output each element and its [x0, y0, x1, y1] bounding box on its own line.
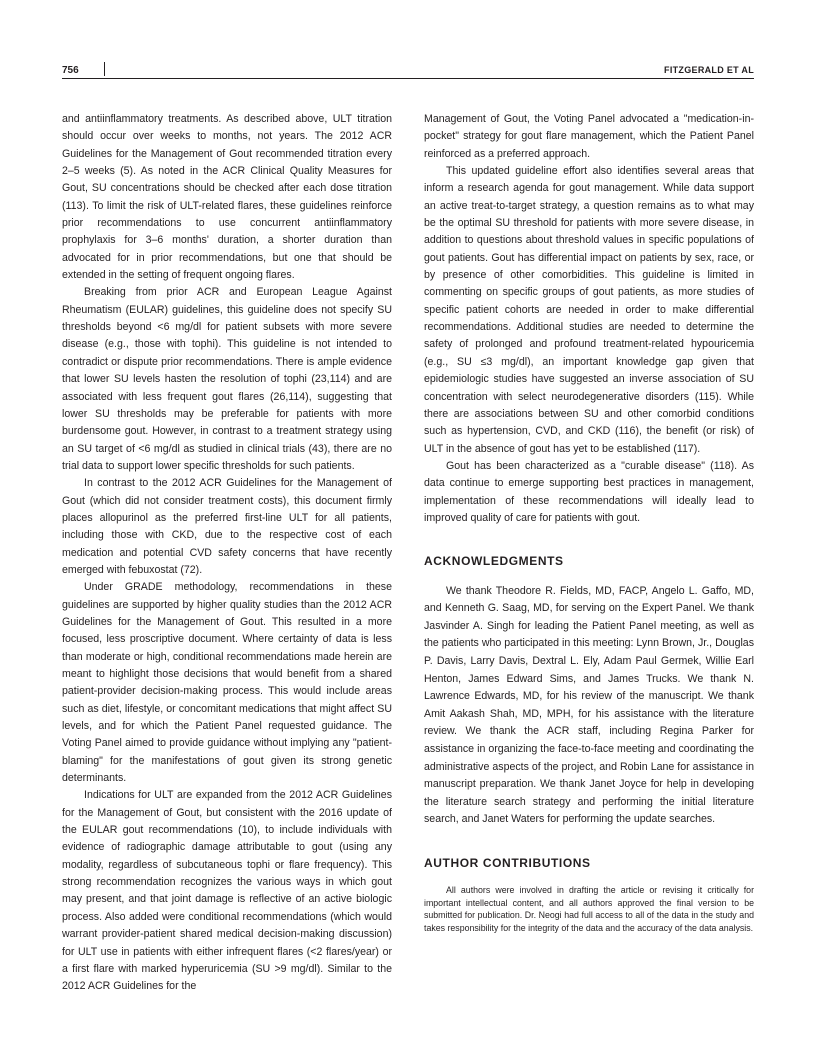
body-paragraph: In contrast to the 2012 ACR Guidelines for the Management of Gout (which did not consider treatment costs), this document firmly places allopurinol as the preferred first-line ULT for all patients, including those with CKD, due to the respective cost of each medication and potential CVD safety concerns that have recently emerged with febuxostat (72). — [62, 477, 392, 576]
body-paragraph: and antiinflammatory treatments. As described above, ULT titration should occur over weeks to months, not years. The 2012 ACR Guidelines for the Management of Gout recommended titration every 2–5 weeks (5). As noted in the ACR Clinical Quality Measures for Gout, SU concentrations should be checked after each dose titration (113). To limit the risk of ULT-related flares, these guidelines reinforce prior recommendations to use concurrent antiinflammatory prophylaxis for 3–6 months' duration, a shorter duration than advocated for in prior recommendations, but one that should be extended in the setting of frequent ongoing flares. — [62, 113, 392, 282]
right-column — [424, 111, 754, 935]
body-paragraph: Management of Gout, the Voting Panel advocated a "medication-in-pocket" strategy for gout flare management, which the Patient Panel reinforced as a preferred approach. — [424, 113, 754, 160]
running-head: FITZGERALD ET AL — [664, 65, 754, 75]
left-column — [62, 111, 392, 996]
page-header — [62, 62, 754, 78]
author-contributions-heading: AUTHOR CONTRIBUTIONS — [424, 855, 591, 870]
body-paragraph: Gout has been characterized as a "curable disease" (118). As data continue to emerge supporting best practices in management, implementation of these recommendations will ideally lead to improved quality of care for patients with gout. — [424, 459, 754, 524]
body-paragraph: Breaking from prior ACR and European League Against Rheumatism (EULAR) guidelines, this guideline does not specify SU thresholds beyond <6 mg/dl for patient subsets with more severe disease (e.g., those with tophi). This guideline is not intended to contradict or dispute prior recommendations. There is ample evidence that lower SU levels hasten the resolution of tophi (23,114) and are associated with less frequent gout flares (26,114), suggesting that lower SU thresholds may be preferable for patients with more burdensome gout. However, in contrast to a treatment strategy using an SU target of <6 mg/dl as studied in clinical trials (43), there are no trial data to support lower specific thresholds for such patients. — [62, 286, 392, 472]
acknowledgments-text: We thank Theodore R. Fields, MD, FACP, Angelo L. Gaffo, MD, and Kenneth G. Saag, MD, for serving on the Expert Panel. We thank Jasvinder A. Singh for leading the Patient Panel meeting, as well as the patients who participated in this meeting: Lynn Brown, Jr., Douglas P. Davis, Larry Davis, Dextral L. Ely, Adam Paul Germek, Willie Earl Henton, James Edward Sims, and James Trucks. We thank N. Lawrence Edwards, MD, for his review of the manuscript. We thank Amit Aakash Shah, MD, MPH, for his assistance with the literature review. We thank the ACR staff, including Regina Parker for assistance in organizing the face-to-face meeting and coordinating the administrative aspects of the project, and Robin Lane for assistance in manuscript preparation. We thank Janet Joyce for help in developing the literature search strategy and performing the initial literature search, and Janet Waters for performing the update searches. — [424, 584, 754, 826]
body-paragraph: Under GRADE methodology, recommendations in these guidelines are supported by higher quality studies than the 2012 ACR Guidelines for the Management of Gout. This resulted in a more focused, less proscriptive document. Where certainty of data is less than moderate or high, conditional recommendations made herein are meant to highlight those decisions that would benefit from a shared patient-provider decision-making process. This would include areas such as diet, lifestyle, or concomitant medications that might affect SU levels, and for which the Patient Panel requested guidance. The Voting Panel aimed to provide guidance without implying any "patient-blaming" for the manifestations of gout given its strong genetic determinants. — [62, 581, 392, 785]
author-contributions-section — [424, 855, 754, 935]
acknowledgments-section — [424, 553, 754, 829]
header-divider-tick — [104, 62, 105, 76]
acknowledgments-heading: ACKNOWLEDGMENTS — [424, 554, 564, 569]
body-paragraph: Indications for ULT are expanded from the 2012 ACR Guidelines for the Management of Gout, but consistent with the 2016 update of the EULAR gout recommendations (10), to include individuals with evidence of radiographic damage attributable to gout (using any modality, regardless of subcutaneous tophi or flare frequency). This strong recommendation recognizes the various ways in which gout may present, and that joint damage is reflective of an active biologic process. Also added were conditional recommendations (which would warrant provider-patient shared medical decision-making discussion) for ULT use in patients with either infrequent flares (<2 flares/year) or a first flare with marked hyperuricemia (SU >9 mg/dl). Similar to the 2012 ACR Guidelines for the — [62, 789, 392, 993]
body-paragraph: This updated guideline effort also identifies several areas that inform a research agenda for gout management. While data support an active treat-to-target strategy, a question remains as to what may be the optimal SU threshold for patients with more severe disease, in addition to questions about threshold values in specific populations of gout patients. Gout has differential impact on patients by sex, race, or by presence of other comorbidities. This guideline is limited in commenting on specific groups of gout patients, as more studies of specific patient cohorts are needed in order to make differential recommendations. Additional studies are needed to determine the safety of prolonged and profound treatment-related hypouricemia (e.g., SU ≤3 mg/dl), an important knowledge gap given that epidemiologic studies have suggested an inverse association of SU concentration with select neurodegenerative disorders (115). While there are associations between SU and other comorbid conditions such as hypertension, CVD, and CKD (116), the benefit (or risk) of ULT in the absence of gout has yet to be established (117). — [424, 165, 754, 455]
header-rule — [62, 78, 754, 79]
author-contributions-text: All authors were involved in drafting the article or revising it critically for important intellectual content, and all authors approved the final version to be submitted for publication. Dr. Neogi had full access to all of the data in the study and takes responsibility for the integrity of the data and the accuracy of the data analysis. — [424, 885, 754, 934]
page-number: 756 — [62, 65, 79, 76]
